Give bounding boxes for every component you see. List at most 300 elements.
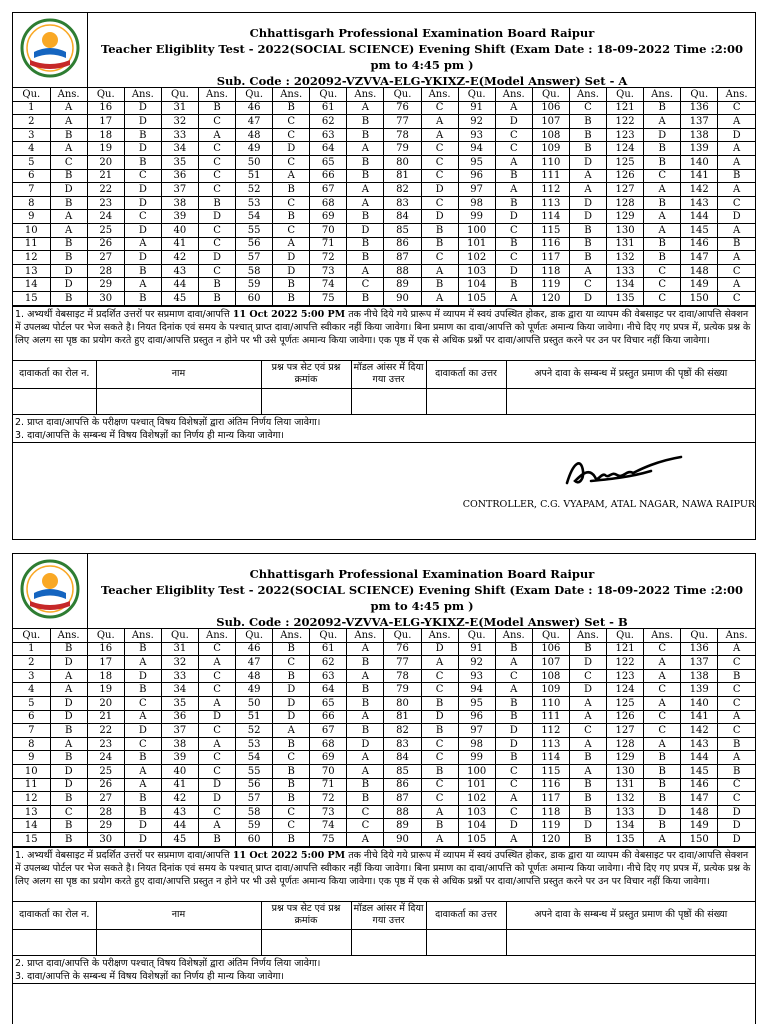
question-number: 44 (161, 278, 198, 292)
question-number: 62 (310, 656, 347, 670)
answer-value: C (569, 724, 606, 738)
answer-row (13, 724, 755, 738)
answer-value: C (421, 737, 458, 751)
claim-header-roll: दावाकर्ता का रोल न. (13, 360, 96, 388)
answer-value: B (273, 669, 310, 683)
question-number: 5 (13, 696, 50, 710)
question-number: 80 (384, 155, 421, 169)
question-number: 19 (87, 683, 124, 697)
answer-value: B (718, 764, 755, 778)
answer-value: B (50, 196, 87, 210)
answer-value: B (644, 764, 681, 778)
answer-value: C (421, 683, 458, 697)
question-number: 65 (310, 696, 347, 710)
answer-value: B (50, 792, 87, 806)
answer-value: C (644, 291, 681, 305)
question-number: 38 (161, 737, 198, 751)
question-number: 37 (161, 724, 198, 738)
question-number: 56 (236, 778, 273, 792)
answer-value: D (569, 819, 606, 833)
answer-value: C (347, 805, 384, 819)
question-number: 9 (13, 210, 50, 224)
answer-value: D (124, 819, 161, 833)
answer-value: C (124, 169, 161, 183)
answer-value: C (495, 778, 532, 792)
sheet-header (13, 13, 755, 88)
question-number: 148 (681, 805, 718, 819)
answer-value: A (50, 683, 87, 697)
question-number: 61 (310, 101, 347, 115)
answer-value: C (198, 155, 235, 169)
question-number: 57 (236, 792, 273, 806)
question-number: 135 (607, 832, 644, 846)
claim-header-proof-pages: अपने दावा के सम्बन्ध में प्रस्तुत प्रमाण की पृष्ठों की संख्या (506, 901, 755, 929)
answer-col-header: Ans. (50, 88, 87, 101)
answer-value: A (273, 724, 310, 738)
answer-value: B (50, 291, 87, 305)
answer-value: B (124, 683, 161, 697)
question-number: 82 (384, 183, 421, 197)
answer-sheet-set-b (12, 553, 756, 1024)
question-number: 59 (236, 819, 273, 833)
answer-value: A (644, 832, 681, 846)
question-number: 110 (532, 155, 569, 169)
question-number: 39 (161, 210, 198, 224)
answer-value: A (50, 115, 87, 129)
question-number: 139 (681, 683, 718, 697)
answer-value: A (718, 142, 755, 156)
question-number: 107 (532, 656, 569, 670)
note-post: तक नीचे दिये गये प्रारूप में व्यापम में स्वयं उपस्थित होकर, डाक द्वारा या व्यापम की वेबसाइट पर दावा/आपत्ति सेक्शन में उपलब्ध पोर्टल पर भेज सकते है। नियत दिनांक एवं समय के पश्चात् प्राप्त दावा/आपत्ति स्वीकार नहीं किया जावेगा। बिना प्रमाण का दावा/आपत्ति को पूर्णतः अमान्य किया जावेगा। नीचे दिए गए प्रपत्र में, प्रत्येक प्रश्न के लिए अलग सा पृष्ठ का प्रयोग करते हुए दावा/आपत्ति प्रस्तुत न होने पर भी उसे पूर्णतः अमान्य किया जावेगा। एक पृष्ठ में एक से अधिक प्रश्नों पर दावा/आपत्ति प्रस्तुत करने पर उन पर विचार नहीं किया जावेगा। (15, 849, 751, 887)
answer-value: D (495, 210, 532, 224)
answer-value: B (124, 751, 161, 765)
question-number: 12 (13, 792, 50, 806)
claim-form-blank-row (13, 929, 755, 955)
question-number: 30 (87, 832, 124, 846)
question-number: 115 (532, 223, 569, 237)
answer-value: D (50, 183, 87, 197)
question-number: 56 (236, 237, 273, 251)
answer-row (13, 210, 755, 224)
answer-value: C (421, 778, 458, 792)
answer-value: B (198, 101, 235, 115)
question-number: 80 (384, 696, 421, 710)
answer-value: B (347, 251, 384, 265)
question-number: 72 (310, 792, 347, 806)
answer-row (13, 764, 755, 778)
question-number: 18 (87, 128, 124, 142)
board-title: Chhattisgarh Professional Examination Board Raipur (249, 26, 595, 40)
question-number: 79 (384, 683, 421, 697)
answer-value: B (347, 237, 384, 251)
answer-value: C (495, 805, 532, 819)
answer-value: C (718, 778, 755, 792)
question-number: 96 (458, 710, 495, 724)
answer-col-header: Ans. (569, 88, 606, 101)
answer-value: D (569, 683, 606, 697)
question-col-header: Qu. (384, 88, 421, 101)
claim-header-model-answer: मॉडल आंसर में दिया गया उत्तर (351, 901, 426, 929)
answer-value: A (421, 832, 458, 846)
question-number: 32 (161, 656, 198, 670)
answer-value: A (718, 710, 755, 724)
answer-value: A (569, 764, 606, 778)
answer-col-header: Ans. (347, 88, 384, 101)
answer-value: B (644, 251, 681, 265)
answer-value: C (198, 115, 235, 129)
question-col-header: Qu. (681, 88, 718, 101)
answer-value: D (273, 264, 310, 278)
answer-value: B (273, 832, 310, 846)
answer-value: A (421, 115, 458, 129)
question-number: 3 (13, 128, 50, 142)
answer-value: A (495, 656, 532, 670)
answer-value: C (495, 764, 532, 778)
question-number: 99 (458, 210, 495, 224)
answer-row (13, 642, 755, 656)
answer-value: D (347, 223, 384, 237)
answer-row (13, 792, 755, 806)
answer-value: A (569, 264, 606, 278)
question-number: 55 (236, 764, 273, 778)
question-number: 43 (161, 264, 198, 278)
sheet-header (13, 554, 755, 629)
answer-value: A (718, 115, 755, 129)
answer-value: D (347, 737, 384, 751)
claim-header-claimant-answer: दावाकर्ता का उत्तर (426, 360, 506, 388)
answer-value: A (198, 696, 235, 710)
question-number: 69 (310, 210, 347, 224)
exam-line: Teacher Eligiblity Test - 2022(SOCIAL SCIENCE) Evening Shift (Exam Date : 18-09-2022 Time :2:00 pm to 4:45 pm ) (100, 583, 743, 613)
answer-value: B (347, 115, 384, 129)
answer-value: B (50, 751, 87, 765)
question-number: 113 (532, 196, 569, 210)
question-number: 120 (532, 832, 569, 846)
answer-value: A (644, 115, 681, 129)
sub-code-line: Sub. Code : 202092-VZVVA-ELG-YKIXZ-E(Model Answer) Set - A (216, 74, 628, 88)
question-number: 14 (13, 278, 50, 292)
question-number: 137 (681, 656, 718, 670)
answer-value: B (495, 169, 532, 183)
question-number: 133 (607, 805, 644, 819)
answer-value: A (421, 264, 458, 278)
answer-value: A (347, 196, 384, 210)
question-number: 71 (310, 237, 347, 251)
question-number: 132 (607, 792, 644, 806)
answer-row (13, 128, 755, 142)
answer-value: C (718, 683, 755, 697)
question-number: 29 (87, 819, 124, 833)
answer-value: C (718, 264, 755, 278)
answer-value: D (124, 669, 161, 683)
answer-value: C (273, 128, 310, 142)
answer-value: A (495, 101, 532, 115)
answer-row (13, 696, 755, 710)
question-number: 26 (87, 778, 124, 792)
answer-value: C (421, 155, 458, 169)
question-number: 150 (681, 291, 718, 305)
question-number: 128 (607, 737, 644, 751)
question-col-header: Qu. (87, 629, 124, 642)
question-number: 134 (607, 819, 644, 833)
answer-value: A (347, 751, 384, 765)
answer-value: C (718, 291, 755, 305)
question-number: 6 (13, 710, 50, 724)
question-number: 108 (532, 669, 569, 683)
rule-2: 2. प्राप्त दावा/आपत्ति के परीक्षण पश्चात् विषय विशेषज्ञों द्वारा अंतिम निर्णय लिया जावेगा। (15, 416, 321, 428)
question-number: 33 (161, 128, 198, 142)
question-number: 51 (236, 169, 273, 183)
question-number: 77 (384, 115, 421, 129)
question-number: 100 (458, 223, 495, 237)
question-number: 60 (236, 291, 273, 305)
answer-value: A (347, 101, 384, 115)
answer-value: B (347, 210, 384, 224)
answer-value: B (569, 778, 606, 792)
answer-value: D (421, 210, 458, 224)
answer-value: A (347, 710, 384, 724)
answer-value: D (50, 778, 87, 792)
answer-value: D (273, 683, 310, 697)
question-number: 129 (607, 210, 644, 224)
claim-header-proof-pages: अपने दावा के सम्बन्ध में प्रस्तुत प्रमाण की पृष्ठों की संख्या (506, 360, 755, 388)
answer-value: B (495, 278, 532, 292)
question-number: 34 (161, 683, 198, 697)
answer-value: C (718, 656, 755, 670)
answer-value: A (644, 210, 681, 224)
question-number: 22 (87, 724, 124, 738)
question-number: 8 (13, 196, 50, 210)
answer-row (13, 656, 755, 670)
answer-value: C (124, 696, 161, 710)
question-number: 141 (681, 169, 718, 183)
claim-header-question: प्रश्न पत्र सेट एवं प्रश्न क्रमांक (261, 360, 351, 388)
question-number: 13 (13, 264, 50, 278)
answer-value: C (198, 642, 235, 656)
question-number: 74 (310, 819, 347, 833)
answer-value: C (198, 724, 235, 738)
answer-value: C (273, 751, 310, 765)
question-number: 136 (681, 101, 718, 115)
answer-row (13, 805, 755, 819)
question-number: 136 (681, 642, 718, 656)
answer-value: B (569, 751, 606, 765)
question-number: 35 (161, 696, 198, 710)
answer-value: D (644, 128, 681, 142)
answer-row (13, 264, 755, 278)
question-number: 28 (87, 264, 124, 278)
question-number: 26 (87, 237, 124, 251)
question-number: 114 (532, 210, 569, 224)
answer-value: C (644, 169, 681, 183)
question-number: 126 (607, 710, 644, 724)
question-number: 73 (310, 264, 347, 278)
question-number: 144 (681, 751, 718, 765)
question-number: 47 (236, 115, 273, 129)
question-number: 27 (87, 792, 124, 806)
answer-value: B (569, 805, 606, 819)
controller-title: CONTROLLER, C.G. VYAPAM, ATAL NAGAR, NAWA RAIPUR (462, 498, 755, 510)
question-number: 63 (310, 669, 347, 683)
question-number: 36 (161, 169, 198, 183)
question-number: 102 (458, 792, 495, 806)
answer-row (13, 737, 755, 751)
question-number: 140 (681, 696, 718, 710)
answer-value: A (124, 764, 161, 778)
question-number: 3 (13, 669, 50, 683)
question-number: 72 (310, 251, 347, 265)
question-number: 84 (384, 751, 421, 765)
answer-value: D (50, 278, 87, 292)
question-number: 86 (384, 237, 421, 251)
answer-value: D (124, 115, 161, 129)
answer-value: B (273, 101, 310, 115)
answer-col-header: Ans. (347, 629, 384, 642)
answer-value: C (198, 805, 235, 819)
answer-value: B (421, 724, 458, 738)
question-number: 41 (161, 237, 198, 251)
answer-value: B (198, 291, 235, 305)
answer-row (13, 291, 755, 305)
claim-form-header (13, 901, 755, 929)
question-number: 7 (13, 724, 50, 738)
question-number: 70 (310, 764, 347, 778)
question-number: 93 (458, 128, 495, 142)
question-number: 110 (532, 696, 569, 710)
question-number: 124 (607, 142, 644, 156)
answer-value: A (495, 832, 532, 846)
answer-value: A (569, 710, 606, 724)
question-number: 101 (458, 778, 495, 792)
question-col-header: Qu. (532, 629, 569, 642)
emblem-icon (20, 559, 80, 621)
claim-form-table (13, 901, 755, 956)
question-number: 145 (681, 223, 718, 237)
question-number: 123 (607, 128, 644, 142)
answer-value: B (569, 237, 606, 251)
claim-header-name: नाम (96, 901, 261, 929)
question-number: 73 (310, 805, 347, 819)
question-number: 94 (458, 683, 495, 697)
question-number: 98 (458, 196, 495, 210)
question-number: 142 (681, 724, 718, 738)
question-number: 69 (310, 751, 347, 765)
answer-value: C (718, 696, 755, 710)
answer-value: B (718, 669, 755, 683)
answer-value: C (198, 142, 235, 156)
question-number: 85 (384, 764, 421, 778)
answer-value: B (50, 169, 87, 183)
answer-value: A (124, 710, 161, 724)
answer-value: B (495, 696, 532, 710)
question-number: 105 (458, 291, 495, 305)
question-number: 13 (13, 805, 50, 819)
answer-value: B (50, 237, 87, 251)
answer-col-header: Ans. (495, 629, 532, 642)
answer-value: A (421, 805, 458, 819)
question-number: 77 (384, 656, 421, 670)
answer-value: C (718, 792, 755, 806)
question-number: 54 (236, 210, 273, 224)
answer-value: D (273, 251, 310, 265)
claim-instructions (13, 847, 755, 901)
question-number: 47 (236, 656, 273, 670)
question-number: 132 (607, 251, 644, 265)
question-number: 76 (384, 101, 421, 115)
question-number: 97 (458, 183, 495, 197)
answer-value: C (495, 223, 532, 237)
answer-value: D (495, 724, 532, 738)
answer-value: A (569, 696, 606, 710)
question-col-header: Qu. (310, 88, 347, 101)
answer-value: C (198, 264, 235, 278)
claim-header-name: नाम (96, 360, 261, 388)
answer-value: B (124, 155, 161, 169)
answer-value: B (50, 819, 87, 833)
rule-3: 3. दावा/आपत्ति के सम्बन्ध में विषय विशेषज्ञों का निर्णय ही मान्य किया जावेगा। (15, 970, 285, 982)
question-number: 53 (236, 737, 273, 751)
vyapam-logo (13, 13, 88, 87)
answer-value: C (718, 101, 755, 115)
answer-value: D (718, 832, 755, 846)
question-number: 9 (13, 751, 50, 765)
question-number: 4 (13, 683, 50, 697)
question-number: 149 (681, 278, 718, 292)
question-number: 48 (236, 128, 273, 142)
question-number: 127 (607, 724, 644, 738)
question-number: 143 (681, 737, 718, 751)
answer-value: A (644, 696, 681, 710)
answer-col-header: Ans. (421, 629, 458, 642)
answer-value: C (198, 764, 235, 778)
question-number: 51 (236, 710, 273, 724)
question-number: 24 (87, 210, 124, 224)
answer-col-header: Ans. (273, 629, 310, 642)
answer-value: C (198, 223, 235, 237)
question-number: 41 (161, 778, 198, 792)
answer-col-header: Ans. (421, 88, 458, 101)
answer-value: B (273, 210, 310, 224)
question-number: 88 (384, 805, 421, 819)
answer-value: B (347, 696, 384, 710)
answer-row (13, 101, 755, 115)
answer-value: A (347, 142, 384, 156)
deadline: 11 Oct 2022 5:00 PM (232, 849, 346, 861)
question-number: 78 (384, 669, 421, 683)
claim-header-claimant-answer: दावाकर्ता का उत्तर (426, 901, 506, 929)
answer-row (13, 155, 755, 169)
answer-value: A (718, 183, 755, 197)
question-number: 60 (236, 832, 273, 846)
question-number: 102 (458, 251, 495, 265)
question-number: 44 (161, 819, 198, 833)
answer-value: A (273, 237, 310, 251)
answer-value: C (124, 210, 161, 224)
answer-value: B (198, 832, 235, 846)
answer-value: C (273, 805, 310, 819)
question-number: 124 (607, 683, 644, 697)
answer-value: D (124, 101, 161, 115)
answer-value: B (421, 819, 458, 833)
question-number: 20 (87, 155, 124, 169)
exam-line: Teacher Eligiblity Test - 2022(SOCIAL SCIENCE) Evening Shift (Exam Date : 18-09-2022 Time :2:00 pm to 4:45 pm ) (100, 42, 743, 72)
question-number: 125 (607, 155, 644, 169)
answer-value: D (273, 142, 310, 156)
question-number: 4 (13, 142, 50, 156)
claim-instructions (13, 306, 755, 360)
answer-value: B (50, 128, 87, 142)
question-number: 17 (87, 115, 124, 129)
